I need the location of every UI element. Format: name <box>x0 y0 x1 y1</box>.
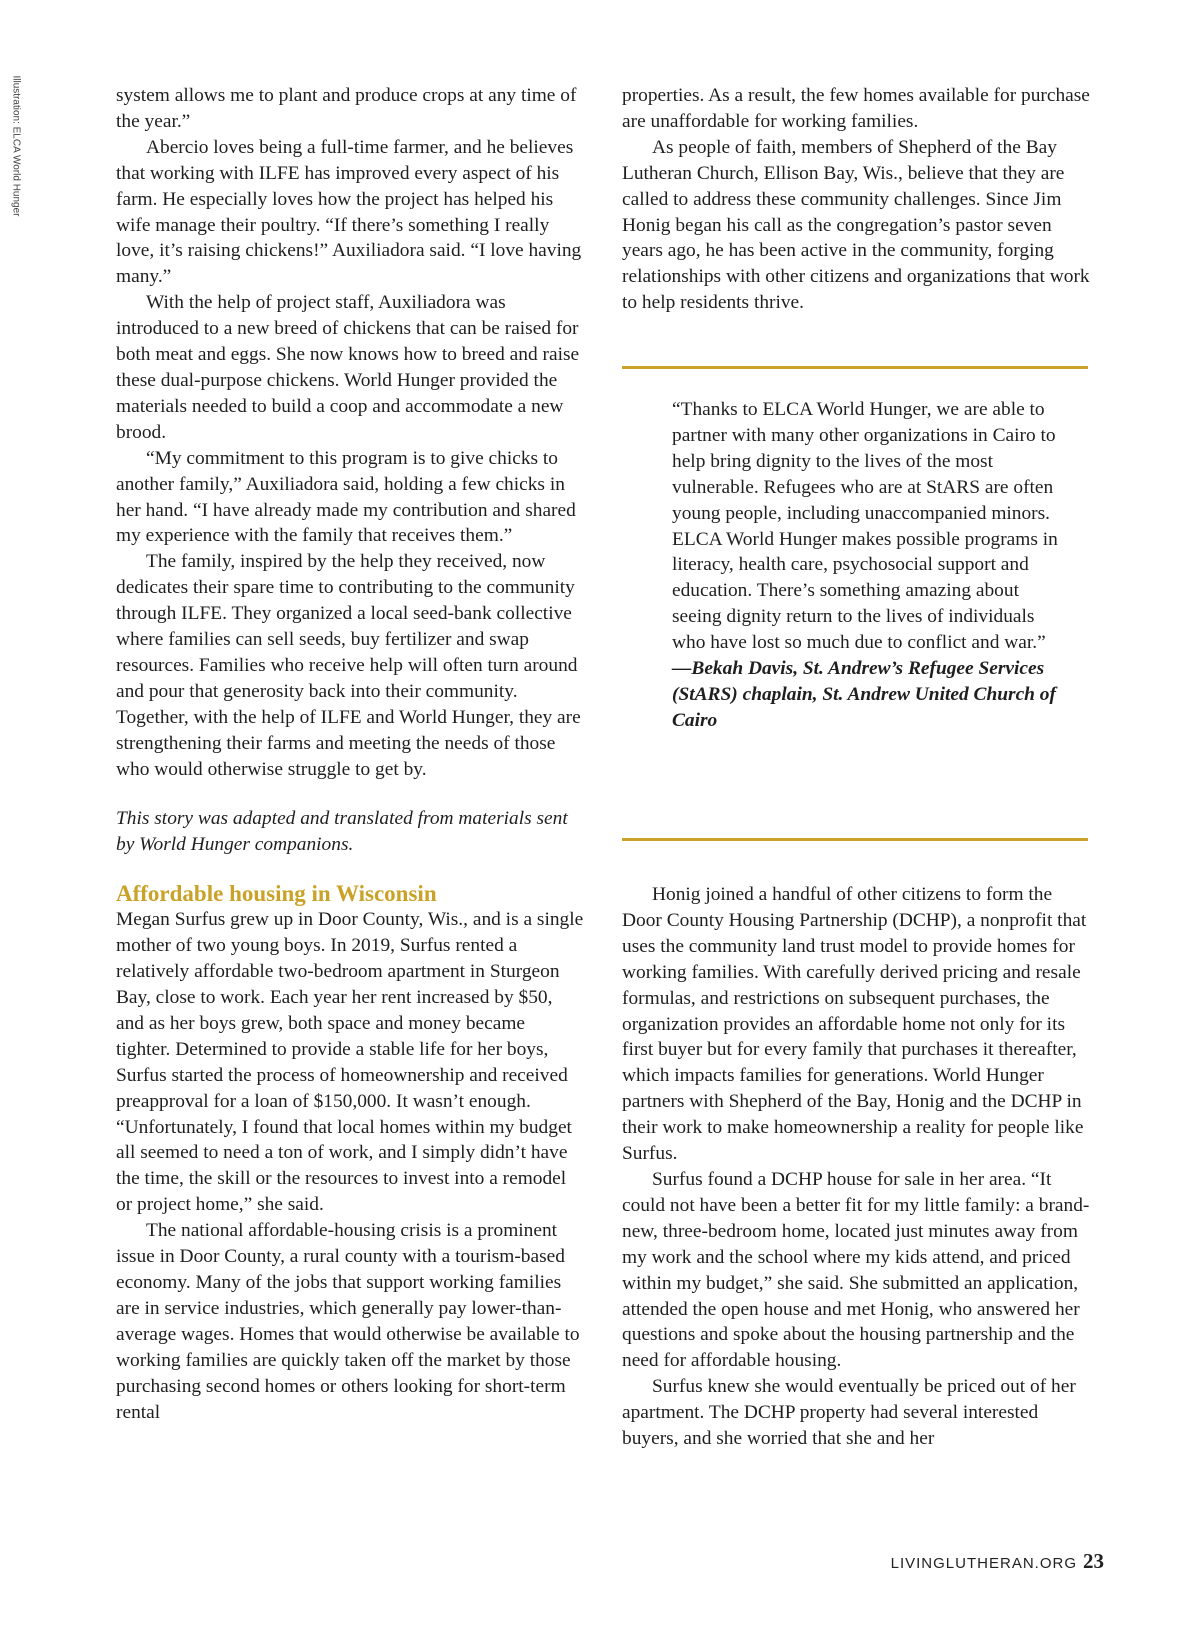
body-paragraph: The national affordable-housing crisis is a prominent issue in Door County, a rural county with a tourism-based economy. Many of the jobs that support working families are in service industries, which generally pay lower-than-average wages. Homes that would otherwise be available to working families are quickly taken off the market by those purchasing second homes or others looking for short-term rental <box>116 1220 580 1423</box>
body-paragraph: Surfus knew she would eventually be priced out of her apartment. The DCHP property had several interested buyers, and she worried that she and her <box>622 1376 1076 1450</box>
body-paragraph: As people of faith, members of Shepherd of the Bay Lutheran Church, Ellison Bay, Wis., believe that they are called to address these community challenges. Since Jim Honig began his call as the congregation’s pastor seven years ago, he has been active in the community, forging relationships with other citizens and organizations that work to help residents thrive. <box>622 136 1090 314</box>
page-footer <box>891 1549 1104 1574</box>
body-paragraph: The family, inspired by the help they received, now dedicates their spare time to contributing to the community through ILFE. They organized a local seed-bank collective where families can sell seeds, buy fertilizer and swap resources. Families who receive help will often turn around and pour that generosity back into their community. Together, with the help of ILFE and World Hunger, they are strengthening their farms and meeting the needs of those who would otherwise struggle to get by. <box>116 551 581 780</box>
body-paragraph: Megan Surfus grew up in Door County, Wis., and is a single mother of two young boys. In 2019, Surfus rented a relatively affordable two-bedroom apartment in Sturgeon Bay, close to work. Each year her rent increased by $50, and as her boys grew, both space and money became tighter. Determined to provide a stable life for her boys, Surfus started the process of homeownership and received preapproval for a loan of $150,000. It wasn’t enough. “Unfortunately, I found that local homes within my budget all seemed to need a ton of work, and I simply didn’t have the time, the skill or the resources to invest into a remodel or project home,” she said. <box>116 909 584 1216</box>
pull-quote-text: “Thanks to ELCA World Hunger, we are able to partner with many other organizations in Cairo to help bring dignity to the lives of the most vulnerable. Refugees who are at StARS are often young people, including unaccompanied minors. ELCA World Hunger makes possible programs in literacy, health care, psychosocial support and education. There’s something amazing about seeing dignity return to the lives of individuals who have lost so much due to conflict and war.” <box>672 399 1058 654</box>
body-paragraph: “My commitment to this program is to give chicks to another family,” Auxiliadora said, holding a few chicks in her hand. “I have already made my contribution and shared my experience with the family that receives them.” <box>116 447 576 547</box>
body-paragraph: system allows me to plant and produce crops at any time of the year.” <box>116 85 577 132</box>
section-heading: Affordable housing in Wisconsin <box>116 881 437 907</box>
body-paragraph: Surfus found a DCHP house for sale in her area. “It could not have been a better fit for my little family: a brand-new, three-bedroom home, located just minutes away from my work and the school where my kids attend, and priced within my budget,” she said. She submitted an application, attended the open house and met Honig, who answered her questions and spoke about the housing partnership and the need for affordable housing. <box>622 1168 1090 1372</box>
pull-quote <box>672 397 1062 734</box>
pull-quote-top-rule <box>622 366 1088 369</box>
right-column-bottom <box>622 882 1092 1452</box>
illustration-credit: Illustration: ELCA World Hunger <box>10 75 22 217</box>
right-column-top <box>622 83 1092 316</box>
page-number: 23 <box>1083 1549 1104 1573</box>
body-paragraph: properties. As a result, the few homes available for purchase are unaffordable for working families. <box>622 85 1090 132</box>
adaptation-note: This story was adapted and translated from materials sent by World Hunger companions. <box>116 808 568 856</box>
pull-quote-bottom-rule <box>622 838 1088 841</box>
left-column <box>116 83 584 1425</box>
body-paragraph: Abercio loves being a full-time farmer, and he believes that working with ILFE has improved every aspect of his farm. He especially loves how the project has helped his wife manage their poultry. “If there’s something I really love, it’s raising chickens!” Auxiliadora said. “I love having many.” <box>116 136 582 288</box>
footer-site-link[interactable]: LIVINGLUTHERAN.ORG <box>890 1555 1077 1572</box>
body-paragraph: Honig joined a handful of other citizens to form the Door County Housing Partnership (DCHP), a nonprofit that uses the community land trust model to provide homes for working families. With carefully derived pricing and resale formulas, and restrictions on subsequent purchases, the organization provides an affordable home not only for its first buyer but for every family that purchases it thereafter, which impacts families for generations. World Hunger partners with Shepherd of the Bay, Honig and the DCHP in their work to make homeownership a reality for people like Surfus. <box>622 884 1087 1165</box>
pull-quote-attribution: —Bekah Davis, St. Andrew’s Refugee Services (StARS) chaplain, St. Andrew United Church of Cairo <box>672 658 1056 731</box>
body-paragraph: With the help of project staff, Auxiliadora was introduced to a new breed of chickens that can be raised for both meat and eggs. She now knows how to breed and raise these dual-purpose chickens. World Hunger provided the materials needed to build a coop and accommodate a new brood. <box>116 292 580 443</box>
